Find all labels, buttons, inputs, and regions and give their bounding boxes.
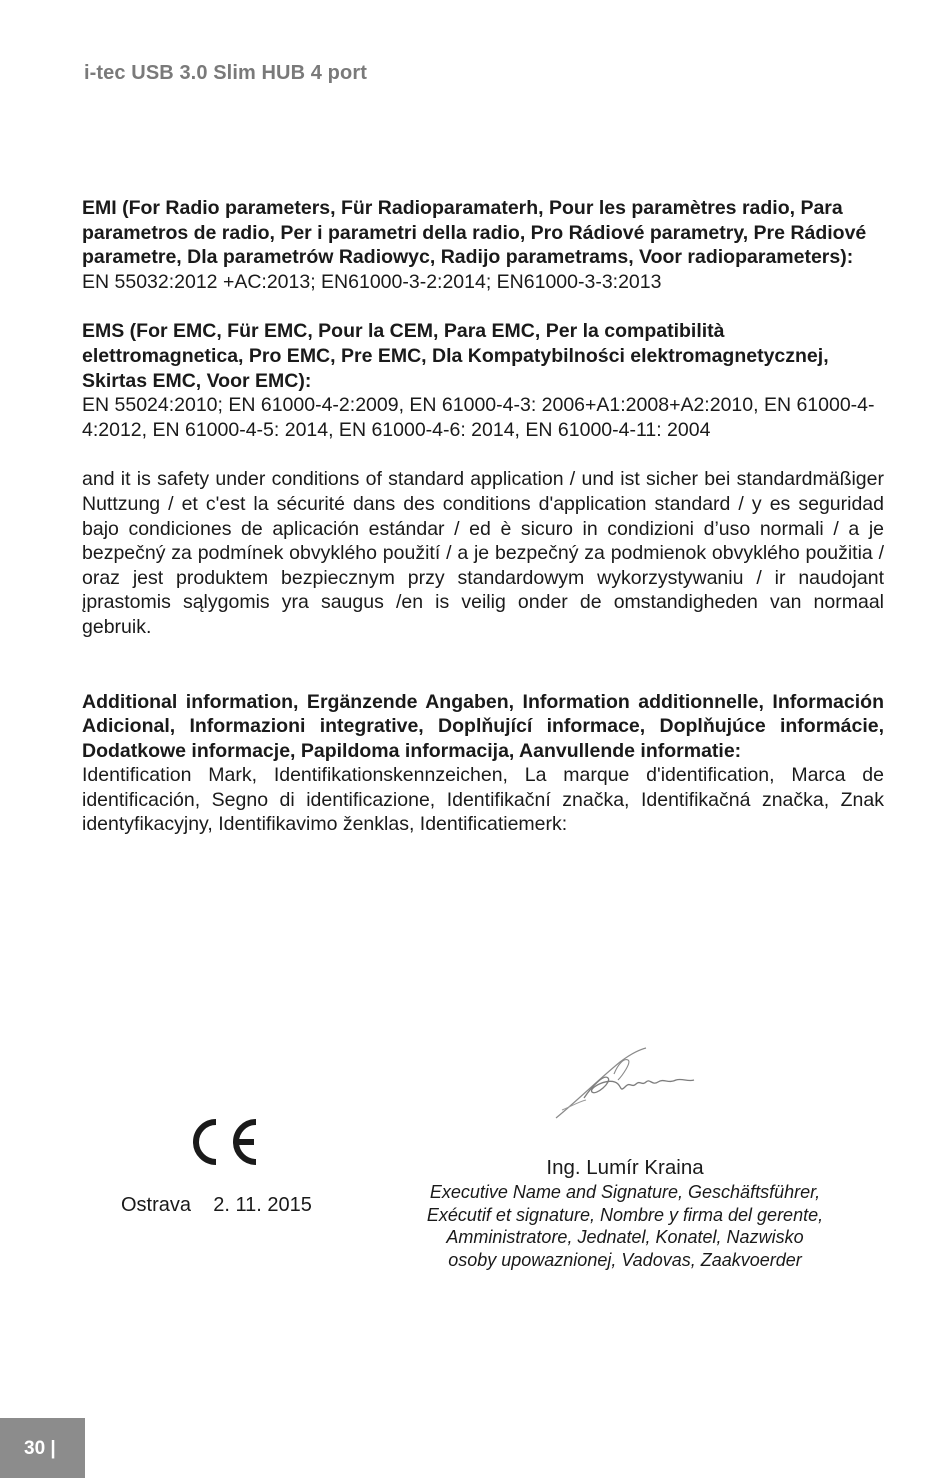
ce-mark-icon bbox=[182, 1114, 262, 1170]
emi-section bbox=[82, 196, 884, 294]
ems-heading: EMS (For EMC, Für EMC, Pour la CEM, Para EMC, Per la compatibilità elettromagnetica, Pro EMC, Pre EMC, Dla Kompatybilności elektromagnetycznej, Skirtas EMC, Voor EMC): bbox=[82, 320, 829, 392]
additional-info-section bbox=[82, 690, 884, 838]
place-and-date: Ostrava 2. 11. 2015 bbox=[121, 1194, 312, 1216]
document-header-title: i-tec USB 3.0 Slim HUB 4 port bbox=[84, 62, 367, 84]
signer-role-line: Amministratore, Jednatel, Konatel, Nazwisko bbox=[446, 1227, 804, 1248]
signer-role-line: Executive Name and Signature, Geschäftsführer, bbox=[429, 1182, 821, 1202]
ems-section bbox=[82, 319, 884, 442]
page-number: 30 | bbox=[24, 1438, 56, 1459]
additional-info-heading: Additional information, Ergänzende Angaben, Information additionnelle, Información Adicional, Informazioni integrative, Doplňující informace, Doplňujúce informácie, Dodatkowe informacje, Papildoma informacija, Aanvullende informatie: bbox=[82, 690, 884, 762]
signer-role-line: Exécutif et signature, Nombre y firma del gerente, bbox=[426, 1204, 824, 1225]
emi-heading: EMI (For Radio parameters, Für Radioparamaterh, Pour les paramètres radio, Para parametros de radio, Per i parametri della radio, Pro Rádiové parametry, Pre Rádiové parametre, Dla parametrów Radiowyc, Radijo parametrams, Voor radioparameters): bbox=[82, 197, 867, 269]
safety-statement: and it is safety under conditions of standard application / und ist sicher bei standardmäßiger Nuttzung / et c'est la sécurité dans des conditions d'application standard / y es seguridad bajo condiciones de aplicación estándar / ed è sicuro in condizioni d’uso normali / a je bezpečný za podmínek obvyklého použití / a je bezpečný za podmienok obvyklého použitia / oraz jest produktem bezpiecznym przy standardowym wykorzystywaniu / ir naudojant įprastomis sąlygomis yra saugus /en is veilig onder de omstandigheden van normaal gebruik. bbox=[82, 468, 884, 638]
signer-role bbox=[390, 1181, 860, 1271]
declaration-content bbox=[82, 196, 884, 837]
ems-standards: EN 55024:2010; EN 61000-4-2:2009, EN 61000-4-3: 2006+A1:2008+A2:2010, EN 61000-4-4:2012, EN 61000-4-5: 2014, EN 61000-4-6: 2014, EN 61000-4-11: 2004 bbox=[82, 394, 875, 441]
signature-image bbox=[548, 1040, 708, 1125]
signer-name: Ing. Lumír Kraina bbox=[546, 1156, 704, 1179]
emi-standards: EN 55032:2012 +AC:2013; EN61000-3-2:2014; EN61000-3-3:2013 bbox=[82, 270, 662, 293]
signer-role-line: osoby upowaznionej, Vadovas, Zaakvoerder bbox=[448, 1249, 802, 1270]
identification-mark-text: Identification Mark, Identifikationskennzeichen, La marque d'identification, Marca de identificación, Segno di identificazione, Identifikační značka, Identifikačná značka, Znak identyfikacyjny, Identifikavimo ženklas, Identificatiemerk: bbox=[82, 764, 884, 836]
